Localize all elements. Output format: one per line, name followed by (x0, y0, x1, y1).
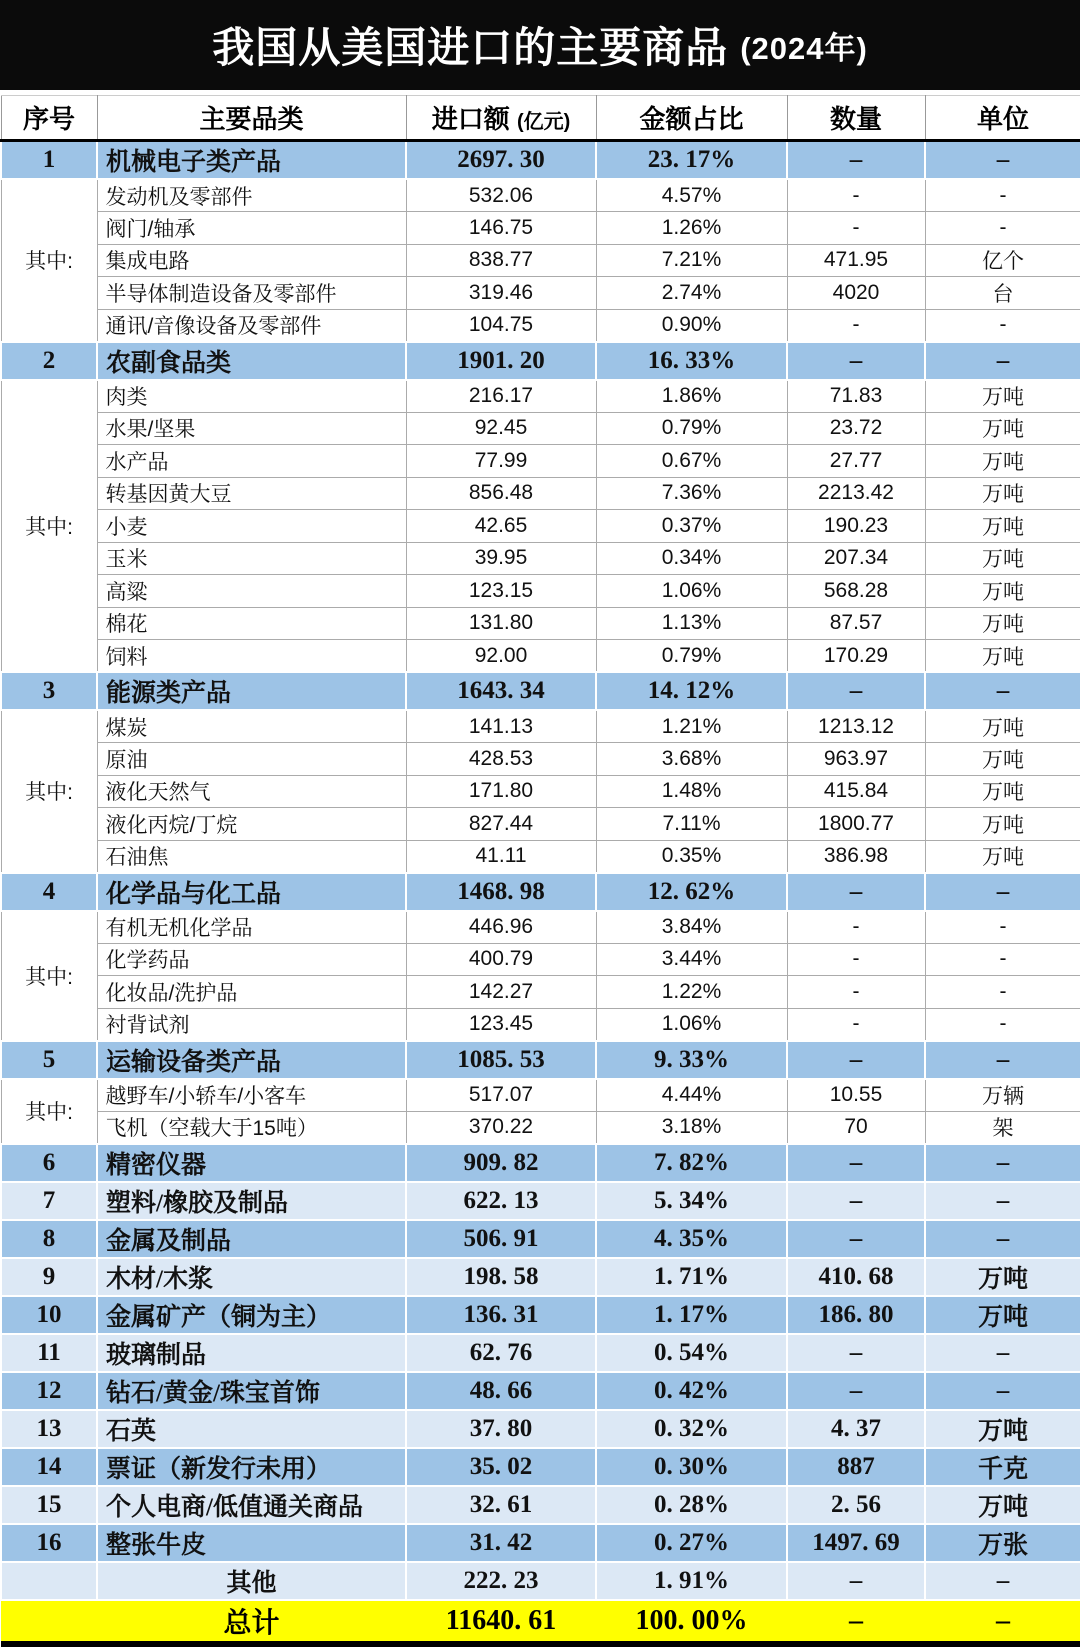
title-text: 我国从美国进口的主要商品 (212, 24, 729, 71)
row-share: 14. 12% (596, 672, 787, 710)
row-quantity: 186. 80 (787, 1296, 925, 1334)
row-index: 13 (1, 1410, 97, 1448)
row-share: 1.22% (596, 976, 787, 1009)
row-category: 金属及制品 (97, 1220, 406, 1258)
row-quantity: 1800.77 (787, 808, 925, 841)
row-share: 0.67% (596, 445, 787, 478)
row-share: 0.37% (596, 510, 787, 543)
row-import-amount: 319.46 (406, 277, 596, 310)
row-category: 集成电路 (97, 244, 406, 277)
row-share: 1. 17% (596, 1296, 787, 1334)
row-unit: 亿个 (925, 244, 1080, 277)
qizhong-label: 其中: (1, 1079, 97, 1144)
table-row (1, 1144, 1080, 1182)
row-category: 机械电子类产品 (97, 141, 406, 180)
table-row (1, 710, 1080, 743)
row-share: 4.44% (596, 1079, 787, 1112)
row-quantity: 170.29 (787, 640, 925, 673)
qizhong-label: 其中: (1, 710, 97, 873)
row-import-amount: 77.99 (406, 445, 596, 478)
row-import-amount: 37. 80 (406, 1410, 596, 1448)
row-import-amount: 428.53 (406, 743, 596, 776)
page-title (0, 0, 1080, 90)
row-import-amount: 2697. 30 (406, 141, 596, 180)
row-share: 0. 42% (596, 1372, 787, 1410)
row-quantity: 4. 37 (787, 1410, 925, 1448)
row-share: 5. 34% (596, 1182, 787, 1220)
row-quantity: 71.83 (787, 380, 925, 413)
table-row (1, 1600, 1080, 1644)
row-share: 0. 27% (596, 1524, 787, 1562)
row-category: 转基因黄大豆 (97, 477, 406, 510)
row-unit: - (925, 911, 1080, 944)
row-quantity: 963.97 (787, 743, 925, 776)
row-import-amount: 370.22 (406, 1111, 596, 1144)
row-share: 23. 17% (596, 141, 787, 180)
row-unit: 万吨 (925, 640, 1080, 673)
row-category: 衬背试剂 (97, 1008, 406, 1041)
table-row (1, 672, 1080, 710)
row-quantity: 2. 56 (787, 1486, 925, 1524)
row-unit: 万吨 (925, 775, 1080, 808)
row-unit: 万辆 (925, 1079, 1080, 1112)
row-import-amount: 136. 31 (406, 1296, 596, 1334)
row-import-amount: 35. 02 (406, 1448, 596, 1486)
row-unit: 万吨 (925, 1296, 1080, 1334)
row-import-amount: 92.00 (406, 640, 596, 673)
table-row (1, 840, 1080, 873)
row-import-amount: 123.15 (406, 575, 596, 608)
row-share: 0. 32% (596, 1410, 787, 1448)
row-import-amount: 909. 82 (406, 1144, 596, 1182)
row-unit: 万吨 (925, 1486, 1080, 1524)
col-header-amount (406, 96, 596, 141)
row-quantity: 2213.42 (787, 477, 925, 510)
row-quantity: - (787, 1008, 925, 1041)
row-import-amount: 1468. 98 (406, 873, 596, 911)
row-import-amount: 104.75 (406, 309, 596, 342)
row-share: 7.21% (596, 244, 787, 277)
table-row (1, 1334, 1080, 1372)
table-row (1, 141, 1080, 180)
row-share: 1.48% (596, 775, 787, 808)
row-import-amount: 838.77 (406, 244, 596, 277)
col-header-amount-unit: (亿元) (516, 111, 571, 133)
row-index: 5 (1, 1041, 97, 1079)
row-quantity: 386.98 (787, 840, 925, 873)
row-import-amount: 622. 13 (406, 1182, 596, 1220)
row-unit: 万吨 (925, 380, 1080, 413)
row-share: 1.13% (596, 607, 787, 640)
row-index: 3 (1, 672, 97, 710)
table-row (1, 1182, 1080, 1220)
row-category: 能源类产品 (97, 672, 406, 710)
row-category: 石英 (97, 1410, 406, 1448)
row-quantity: 887 (787, 1448, 925, 1486)
row-unit: 万吨 (925, 1410, 1080, 1448)
row-quantity: – (787, 1182, 925, 1220)
row-category: 其他 (97, 1562, 406, 1600)
row-unit: 台 (925, 277, 1080, 310)
row-import-amount: 1901. 20 (406, 342, 596, 380)
row-import-amount: 446.96 (406, 911, 596, 944)
row-category: 肉类 (97, 380, 406, 413)
row-unit: 万吨 (925, 542, 1080, 575)
table-row (1, 1258, 1080, 1296)
row-unit: – (925, 672, 1080, 710)
table-row (1, 743, 1080, 776)
table-row (1, 1041, 1080, 1079)
row-unit: - (925, 179, 1080, 212)
row-import-amount: 48. 66 (406, 1372, 596, 1410)
row-unit: – (925, 1372, 1080, 1410)
table-row (1, 1008, 1080, 1041)
table-row (1, 1111, 1080, 1144)
row-quantity: – (787, 1144, 925, 1182)
row-import-amount: 532.06 (406, 179, 596, 212)
table-row (1, 179, 1080, 212)
header-row (1, 96, 1080, 141)
row-share: 0.34% (596, 542, 787, 575)
row-index: 9 (1, 1258, 97, 1296)
row-share: 1. 91% (596, 1562, 787, 1600)
row-import-amount: 32. 61 (406, 1486, 596, 1524)
row-category: 水产品 (97, 445, 406, 478)
row-unit: – (925, 342, 1080, 380)
row-category: 玻璃制品 (97, 1334, 406, 1372)
row-category: 越野车/小轿车/小客车 (97, 1079, 406, 1112)
row-import-amount: 146.75 (406, 212, 596, 245)
row-category: 票证（新发行未用） (97, 1448, 406, 1486)
row-import-amount: 400.79 (406, 943, 596, 976)
row-index: 14 (1, 1448, 97, 1486)
table-row (1, 309, 1080, 342)
row-quantity: – (787, 1600, 925, 1644)
table-row (1, 1372, 1080, 1410)
table-row (1, 1220, 1080, 1258)
row-share: 1. 71% (596, 1258, 787, 1296)
row-category: 半导体制造设备及零部件 (97, 277, 406, 310)
row-unit: – (925, 1562, 1080, 1600)
row-quantity: 10.55 (787, 1079, 925, 1112)
table-row (1, 412, 1080, 445)
row-import-amount: 31. 42 (406, 1524, 596, 1562)
row-quantity: – (787, 1041, 925, 1079)
row-import-amount: 131.80 (406, 607, 596, 640)
row-quantity: 1497. 69 (787, 1524, 925, 1562)
imports-table (0, 95, 1080, 1647)
table-row (1, 477, 1080, 510)
row-share: 3.84% (596, 911, 787, 944)
row-unit: 万吨 (925, 808, 1080, 841)
row-unit: 万吨 (925, 710, 1080, 743)
row-share: 0. 28% (596, 1486, 787, 1524)
table-row (1, 976, 1080, 1009)
row-category: 原油 (97, 743, 406, 776)
row-unit: 万吨 (925, 445, 1080, 478)
table-row (1, 607, 1080, 640)
table-row (1, 1486, 1080, 1524)
row-quantity: 4020 (787, 277, 925, 310)
row-index: 6 (1, 1144, 97, 1182)
row-import-amount: 123.45 (406, 1008, 596, 1041)
row-unit: 万吨 (925, 412, 1080, 445)
row-share: 0.79% (596, 640, 787, 673)
row-share: 7.36% (596, 477, 787, 510)
row-quantity: – (787, 1562, 925, 1600)
row-import-amount: 506. 91 (406, 1220, 596, 1258)
row-category: 精密仪器 (97, 1144, 406, 1182)
table-row (1, 277, 1080, 310)
row-index: 2 (1, 342, 97, 380)
row-category: 金属矿产（铜为主） (97, 1296, 406, 1334)
row-category: 小麦 (97, 510, 406, 543)
row-unit: – (925, 873, 1080, 911)
row-import-amount: 42.65 (406, 510, 596, 543)
row-import-amount: 216.17 (406, 380, 596, 413)
row-quantity: 27.77 (787, 445, 925, 478)
row-category: 木材/木浆 (97, 1258, 406, 1296)
row-category: 发动机及零部件 (97, 179, 406, 212)
col-header-quantity: 数量 (787, 96, 925, 141)
row-category: 高粱 (97, 575, 406, 608)
row-unit: – (925, 141, 1080, 180)
table-row (1, 640, 1080, 673)
row-category: 有机无机化学品 (97, 911, 406, 944)
row-unit: – (925, 1334, 1080, 1372)
table-row (1, 212, 1080, 245)
row-share: 7.11% (596, 808, 787, 841)
qizhong-label: 其中: (1, 911, 97, 1041)
col-header-share: 金额占比 (596, 96, 787, 141)
row-unit: 万吨 (925, 1258, 1080, 1296)
row-category: 饲料 (97, 640, 406, 673)
row-category: 钻石/黄金/珠宝首饰 (97, 1372, 406, 1410)
row-import-amount: 142.27 (406, 976, 596, 1009)
row-quantity: - (787, 976, 925, 1009)
row-share: 1.86% (596, 380, 787, 413)
row-share: 2.74% (596, 277, 787, 310)
row-quantity: - (787, 943, 925, 976)
row-unit: 万吨 (925, 840, 1080, 873)
row-import-amount: 141.13 (406, 710, 596, 743)
table-row (1, 1079, 1080, 1112)
row-import-amount: 517.07 (406, 1079, 596, 1112)
row-unit: – (925, 1220, 1080, 1258)
row-quantity: - (787, 212, 925, 245)
row-quantity: - (787, 911, 925, 944)
row-unit: - (925, 309, 1080, 342)
table-row (1, 510, 1080, 543)
row-index: 12 (1, 1372, 97, 1410)
row-category: 棉花 (97, 607, 406, 640)
table-row (1, 1562, 1080, 1600)
row-import-amount: 198. 58 (406, 1258, 596, 1296)
col-header-unit: 单位 (925, 96, 1080, 141)
row-import-amount: 39.95 (406, 542, 596, 575)
table-row (1, 808, 1080, 841)
row-share: 4.57% (596, 179, 787, 212)
row-category: 通讯/音像设备及零部件 (97, 309, 406, 342)
row-category: 煤炭 (97, 710, 406, 743)
row-unit: - (925, 976, 1080, 1009)
row-share: 1.21% (596, 710, 787, 743)
row-quantity: 23.72 (787, 412, 925, 445)
row-share: 0. 30% (596, 1448, 787, 1486)
table-row (1, 1448, 1080, 1486)
row-unit: 万吨 (925, 575, 1080, 608)
row-quantity: 190.23 (787, 510, 925, 543)
row-index (1, 1562, 97, 1600)
row-quantity: 471.95 (787, 244, 925, 277)
row-quantity: 87.57 (787, 607, 925, 640)
row-unit: – (925, 1182, 1080, 1220)
row-category: 整张牛皮 (97, 1524, 406, 1562)
table-body (1, 141, 1080, 1644)
table-row (1, 445, 1080, 478)
row-unit: 万吨 (925, 477, 1080, 510)
table-row (1, 1410, 1080, 1448)
row-share: 1.06% (596, 575, 787, 608)
row-import-amount: 1643. 34 (406, 672, 596, 710)
row-quantity: 70 (787, 1111, 925, 1144)
table-row (1, 775, 1080, 808)
row-quantity: – (787, 672, 925, 710)
row-index: 4 (1, 873, 97, 911)
table-row (1, 244, 1080, 277)
row-quantity: - (787, 309, 925, 342)
row-import-amount: 222. 23 (406, 1562, 596, 1600)
row-quantity: – (787, 342, 925, 380)
table-row (1, 1524, 1080, 1562)
row-category: 水果/坚果 (97, 412, 406, 445)
row-index: 10 (1, 1296, 97, 1334)
row-category: 液化丙烷/丁烷 (97, 808, 406, 841)
row-share: 1.26% (596, 212, 787, 245)
row-category: 个人电商/低值通关商品 (97, 1486, 406, 1524)
row-category: 飞机（空载大于15吨） (97, 1111, 406, 1144)
col-header-amount-main: 进口额 (431, 104, 510, 134)
row-category: 运输设备类产品 (97, 1041, 406, 1079)
row-quantity: - (787, 179, 925, 212)
col-header-category: 主要品类 (97, 96, 406, 141)
row-index: 11 (1, 1334, 97, 1372)
row-quantity: 568.28 (787, 575, 925, 608)
table-row (1, 911, 1080, 944)
row-import-amount: 92.45 (406, 412, 596, 445)
row-unit: - (925, 1008, 1080, 1041)
row-quantity: 415.84 (787, 775, 925, 808)
row-share: 16. 33% (596, 342, 787, 380)
table-row (1, 542, 1080, 575)
row-unit: 架 (925, 1111, 1080, 1144)
row-category: 玉米 (97, 542, 406, 575)
row-share: 0.35% (596, 840, 787, 873)
col-header-no: 序号 (1, 96, 97, 141)
row-import-amount: 11640. 61 (406, 1600, 596, 1644)
row-unit: 万吨 (925, 607, 1080, 640)
row-index: 1 (1, 141, 97, 180)
row-unit: – (925, 1600, 1080, 1644)
row-category: 化妆品/洗护品 (97, 976, 406, 1009)
row-category: 阀门/轴承 (97, 212, 406, 245)
row-unit: 万吨 (925, 743, 1080, 776)
row-category: 农副食品类 (97, 342, 406, 380)
table-row (1, 873, 1080, 911)
table-row (1, 342, 1080, 380)
table-row (1, 1296, 1080, 1334)
row-import-amount: 827.44 (406, 808, 596, 841)
row-index: 16 (1, 1524, 97, 1562)
row-import-amount: 41.11 (406, 840, 596, 873)
row-import-amount: 62. 76 (406, 1334, 596, 1372)
row-share: 9. 33% (596, 1041, 787, 1079)
row-unit: - (925, 943, 1080, 976)
qizhong-label: 其中: (1, 179, 97, 342)
row-quantity: – (787, 1334, 925, 1372)
row-index: 8 (1, 1220, 97, 1258)
row-share: 0. 54% (596, 1334, 787, 1372)
row-share: 0.79% (596, 412, 787, 445)
row-share: 100. 00% (596, 1600, 787, 1644)
row-share: 3.18% (596, 1111, 787, 1144)
row-quantity: – (787, 1372, 925, 1410)
row-share: 4. 35% (596, 1220, 787, 1258)
row-share: 3.68% (596, 743, 787, 776)
row-index: 7 (1, 1182, 97, 1220)
row-category: 石油焦 (97, 840, 406, 873)
table-row (1, 380, 1080, 413)
row-share: 12. 62% (596, 873, 787, 911)
title-year: (2024年) (740, 30, 868, 66)
row-unit: – (925, 1041, 1080, 1079)
row-unit: - (925, 212, 1080, 245)
row-share: 1.06% (596, 1008, 787, 1041)
row-import-amount: 1085. 53 (406, 1041, 596, 1079)
qizhong-label: 其中: (1, 380, 97, 673)
row-unit: 万张 (925, 1524, 1080, 1562)
row-category: 总计 (97, 1600, 406, 1644)
row-category: 塑料/橡胶及制品 (97, 1182, 406, 1220)
row-quantity: – (787, 141, 925, 180)
row-quantity: – (787, 1220, 925, 1258)
row-share: 7. 82% (596, 1144, 787, 1182)
row-share: 0.90% (596, 309, 787, 342)
row-category: 化学药品 (97, 943, 406, 976)
row-import-amount: 171.80 (406, 775, 596, 808)
row-unit: – (925, 1144, 1080, 1182)
row-quantity: 410. 68 (787, 1258, 925, 1296)
table-row (1, 575, 1080, 608)
row-category: 液化天然气 (97, 775, 406, 808)
row-import-amount: 856.48 (406, 477, 596, 510)
table-row (1, 943, 1080, 976)
row-quantity: 1213.12 (787, 710, 925, 743)
row-index: 15 (1, 1486, 97, 1524)
row-quantity: 207.34 (787, 542, 925, 575)
row-unit: 千克 (925, 1448, 1080, 1486)
row-category: 化学品与化工品 (97, 873, 406, 911)
row-quantity: – (787, 873, 925, 911)
row-share: 3.44% (596, 943, 787, 976)
row-index (1, 1600, 97, 1644)
row-unit: 万吨 (925, 510, 1080, 543)
